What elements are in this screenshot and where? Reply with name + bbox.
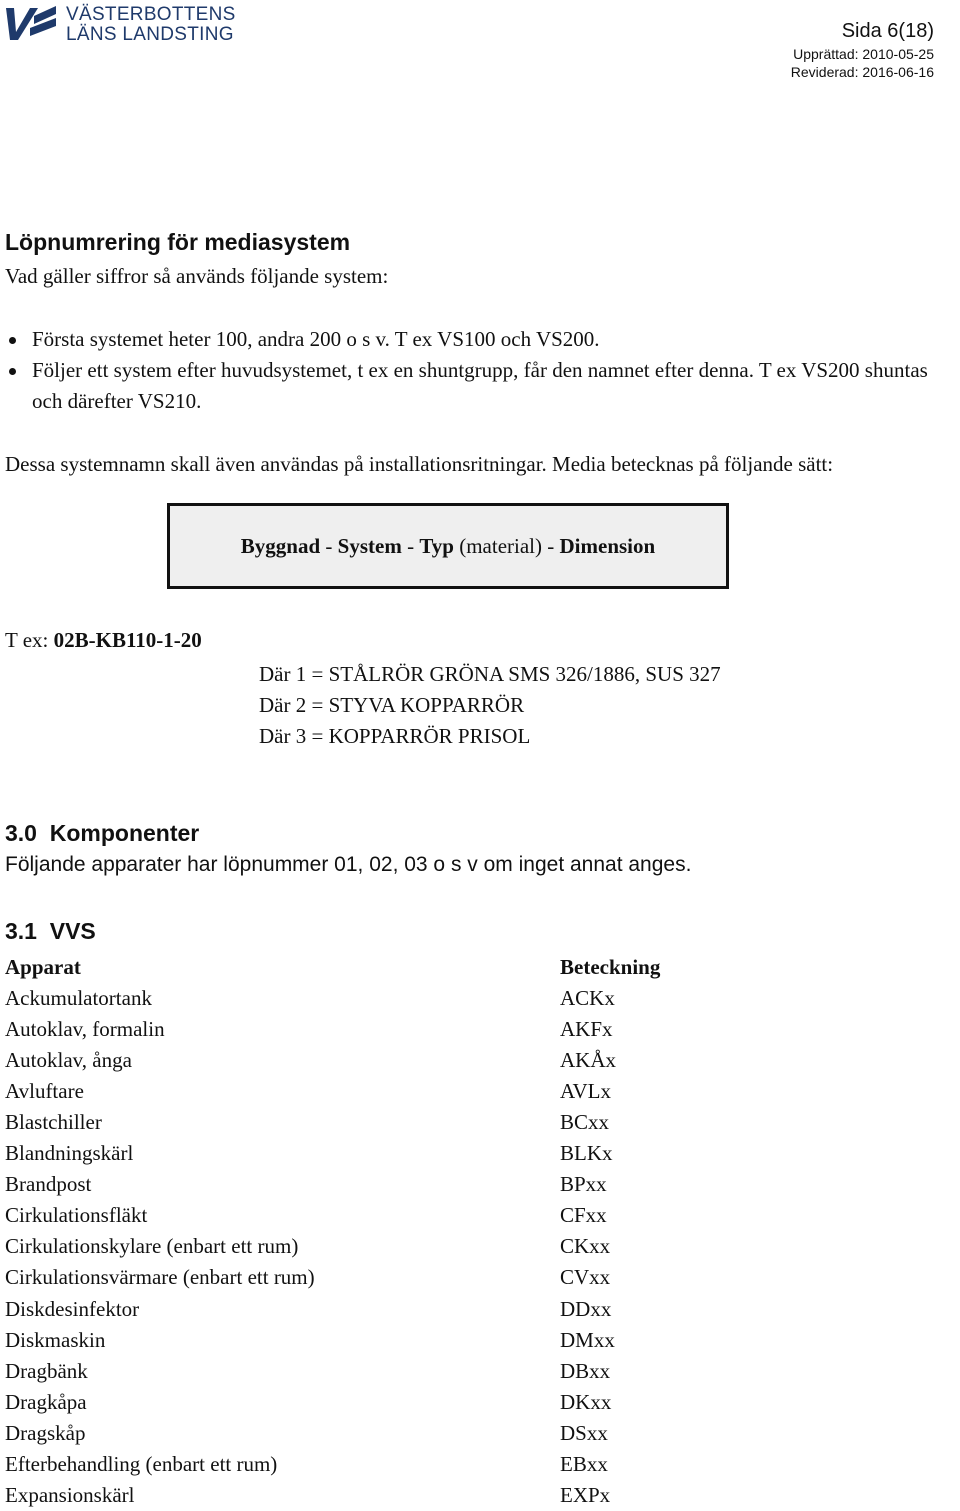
- section-intro: Vad gäller siffror så används följande system:: [5, 264, 389, 288]
- apparat-cell: Dragskåp: [5, 1420, 86, 1445]
- format-system: System: [337, 533, 402, 558]
- example-explanations: [259, 659, 721, 752]
- beteckning-cell: DSxx: [560, 1420, 608, 1445]
- apparat-cell: Diskmaskin: [5, 1327, 106, 1352]
- apparat-cell: Brandpost: [5, 1172, 92, 1197]
- beteckning-cell: EBxx: [560, 1451, 608, 1476]
- beteckning-cell: AVLx: [560, 1079, 611, 1104]
- apparat-cell: Autoklav, formalin: [5, 1017, 165, 1042]
- beteckning-cell: EXPx: [560, 1482, 611, 1507]
- beteckning-cell: BPxx: [560, 1172, 607, 1197]
- apparat-cell: Cirkulationskylare (enbart ett rum): [5, 1234, 299, 1259]
- beteckning-cell: CFxx: [560, 1203, 607, 1228]
- beteckning-cell: CKxx: [560, 1234, 611, 1259]
- apparat-column: [5, 952, 315, 1511]
- format-type: Typ: [419, 533, 454, 558]
- apparat-cell: Cirkulationsfläkt: [5, 1203, 148, 1228]
- explanation-line: Där 2 = STYVA KOPPARRÖR: [259, 693, 525, 717]
- apparat-cell: Efterbehandling (enbart ett rum): [5, 1451, 278, 1476]
- apparat-cell: Dragbänk: [5, 1358, 88, 1383]
- example-prefix: T ex:: [5, 628, 54, 652]
- page-number: Sida 6(18): [841, 20, 934, 42]
- format-building: Byggnad: [240, 533, 321, 558]
- beteckning-cell: ACKx: [560, 986, 615, 1011]
- apparat-cell: Cirkulationsvärmare (enbart ett rum): [5, 1265, 315, 1290]
- apparat-cell: Blastchiller: [5, 1110, 102, 1135]
- example-line: [5, 628, 202, 653]
- logo-text-line2: LÄNS LANDSTING: [66, 24, 234, 45]
- beteckning-cell: AKÅx: [560, 1048, 616, 1073]
- section-title-vvs: 3.1 VVS: [5, 918, 96, 944]
- bullet-item: Första systemet heter 100, andra 200 o s v. T ex VS100 och VS200.: [5, 324, 960, 355]
- section-note: Dessa systemnamn skall även användas på installationsritningar. Media betecknas på följande sätt:: [5, 452, 834, 476]
- apparat-cell: Autoklav, ånga: [5, 1048, 132, 1073]
- bullet-item: Följer ett system efter huvudsystemet, t ex en shuntgrupp, får den namnet efter denna. T ex VS200 shuntas och därefter VS210.: [5, 355, 960, 417]
- revised-date: Reviderad: 2016-06-16: [790, 64, 934, 80]
- section-title-media: Löpnumrering för mediasystem: [5, 229, 351, 255]
- beteckning-cell: BLKx: [560, 1141, 613, 1166]
- format-dimension: Dimension: [559, 533, 656, 558]
- apparat-cell: Diskdesinfektor: [5, 1296, 140, 1321]
- logo-text-line1: VÄSTERBOTTENS: [66, 4, 236, 25]
- column-header-apparat: Apparat: [5, 955, 81, 979]
- beteckning-cell: AKFx: [560, 1017, 613, 1042]
- format-separator: -: [320, 533, 338, 558]
- beteckning-column: [560, 952, 660, 1511]
- apparat-cell: Avluftare: [5, 1079, 84, 1104]
- beteckning-cell: CVxx: [560, 1265, 611, 1290]
- section-title-components: 3.0 Komponenter: [5, 820, 200, 846]
- explanation-line: Där 3 = KOPPARRÖR PRISOL: [259, 724, 531, 748]
- rule-bullet-list: [5, 324, 960, 417]
- apparat-cell: Dragkåpa: [5, 1389, 87, 1414]
- apparat-cell: Blandningskärl: [5, 1141, 134, 1166]
- landsting-logo-icon: [4, 4, 58, 42]
- explanation-line: Där 1 = STÅLRÖR GRÖNA SMS 326/1886, SUS 327: [259, 662, 721, 686]
- created-date: Upprättad: 2010-05-25: [793, 46, 934, 62]
- apparat-cell: Expansionskärl: [5, 1482, 135, 1507]
- beteckning-cell: DDxx: [560, 1296, 612, 1321]
- format-separator: -: [401, 533, 420, 558]
- beteckning-cell: DBxx: [560, 1358, 611, 1383]
- beteckning-cell: BCxx: [560, 1110, 610, 1135]
- example-code: 02B-KB110-1-20: [53, 628, 202, 652]
- beteckning-cell: DKxx: [560, 1389, 612, 1414]
- apparat-cell: Ackumulatortank: [5, 986, 152, 1011]
- format-separator: -: [542, 533, 560, 558]
- beteckning-cell: DMxx: [560, 1327, 615, 1352]
- naming-format-box: [167, 503, 729, 589]
- column-header-beteckning: Beteckning: [560, 955, 661, 979]
- format-material: (material): [459, 533, 543, 558]
- components-text: Följande apparater har löpnummer 01, 02, 03 o s v om inget annat anges.: [5, 853, 692, 876]
